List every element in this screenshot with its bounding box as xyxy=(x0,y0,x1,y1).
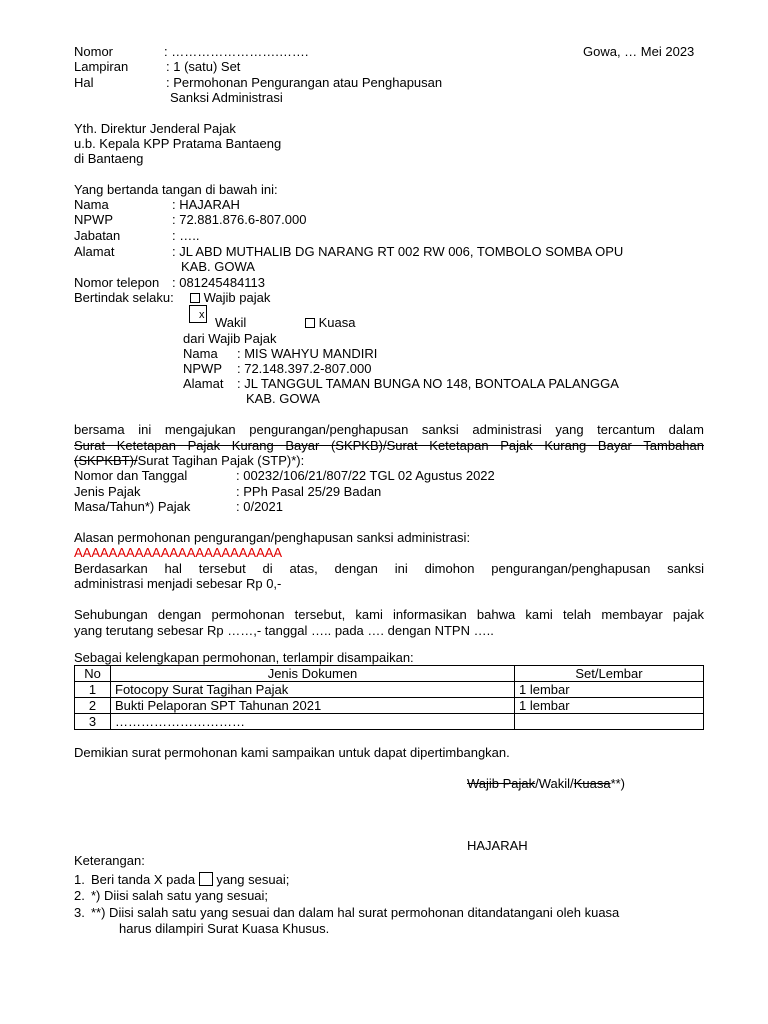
note-2-number: 2. xyxy=(74,888,85,903)
option-wajib-pajak-label: Wajib pajak xyxy=(203,290,271,305)
alasan-label: Alasan permohonan pengurangan/penghapusan sanksi administrasi: xyxy=(74,530,471,545)
closing-text: Demikian surat permohonan kami sampaikan untuk dapat dipertimbangkan. xyxy=(74,745,510,760)
lampiran-label: Lampiran xyxy=(74,59,129,74)
wp-alamat-label: Alamat xyxy=(183,376,224,391)
checkbox-icon[interactable] xyxy=(305,318,315,328)
hal-value-1: : Permohonan Pengurangan atau Penghapusan xyxy=(166,75,443,90)
table-row xyxy=(75,698,704,714)
note-3-line-2: harus dilampiri Surat Kuasa Khusus. xyxy=(119,921,330,936)
nama-label: Nama xyxy=(74,197,109,212)
recipient-line-1: Yth. Direktur Jenderal Pajak xyxy=(74,121,236,136)
header-no: No xyxy=(75,666,111,682)
dari-wajib-pajak: dari Wajib Pajak xyxy=(183,331,277,346)
note-3-number: 3. xyxy=(74,905,85,920)
wp-npwp-label: NPWP xyxy=(183,361,222,376)
notes-title: Keterangan: xyxy=(74,853,145,868)
option-kuasa[interactable] xyxy=(305,315,356,330)
nomor-label: Nomor xyxy=(74,44,114,59)
wp-nama-value: : MIS WAHYU MANDIRI xyxy=(237,346,378,361)
paragraph-3-line-1: Sehubungan dengan permohonan tersebut, kami informasikan bahwa kami telah membayar pajak xyxy=(74,607,704,622)
wp-npwp-value: : 72.148.397.2-807.000 xyxy=(237,361,372,376)
paragraph-2-line-2: administrasi menjadi sebesar Rp 0,- xyxy=(74,576,282,591)
alamat-value-1: : JL ABD MUTHALIB DG NARANG RT 002 RW 006, TOMBOLO SOMBA OPU xyxy=(172,244,624,259)
role-wakil: /Wakil/ xyxy=(535,776,574,791)
recipient-line-2: u.b. Kepala KPP Pratama Bantaeng xyxy=(74,136,282,151)
nomor-value: : …………………….……. xyxy=(164,44,309,59)
nomor-tanggal-label: Nomor dan Tanggal xyxy=(74,468,188,483)
nomor-tanggal-value: : 00232/106/21/807/22 TGL 02 Agustus 2022 xyxy=(236,468,495,483)
paragraph-1-line-1: bersama ini mengajukan pengurangan/penghapusan sanksi administrasi yang tercantum dalam xyxy=(74,422,704,437)
lampiran-value: : 1 (satu) Set xyxy=(166,59,241,74)
cell-jenis: Fotocopy Surat Tagihan Pajak xyxy=(111,682,515,698)
option-kuasa-label: Kuasa xyxy=(318,315,356,330)
note-1-text-a: Beri tanda X pada xyxy=(91,872,196,887)
checkbox-icon xyxy=(199,872,213,886)
option-wakil-label: Wakil xyxy=(215,315,247,330)
jenis-pajak-label: Jenis Pajak xyxy=(74,484,141,499)
telepon-value: : 081245484113 xyxy=(172,275,266,290)
alamat-label: Alamat xyxy=(74,244,115,259)
checkbox-icon[interactable] xyxy=(190,293,200,303)
cell-jenis: ………………………… xyxy=(111,714,515,730)
hal-label: Hal xyxy=(74,75,94,90)
signatory-role xyxy=(467,776,625,791)
npwp-label: NPWP xyxy=(74,212,113,227)
cell-no: 1 xyxy=(75,682,111,698)
nama-value: : HAJARAH xyxy=(172,197,240,212)
cell-no: 3 xyxy=(75,714,111,730)
paragraph-1-line-3 xyxy=(74,453,304,468)
hal-value-2: Sanksi Administrasi xyxy=(170,90,283,105)
cell-jenis: Bukti Pelaporan SPT Tahunan 2021 xyxy=(111,698,515,714)
recipient-line-3: di Bantaeng xyxy=(74,151,144,166)
note-1-number: 1. xyxy=(74,872,85,887)
role-note-mark: **) xyxy=(610,776,626,791)
table-row xyxy=(75,714,704,730)
telepon-label: Nomor telepon xyxy=(74,275,160,290)
skpkbt-struck: (SKPKBT)/ xyxy=(74,453,138,468)
option-wajib-pajak[interactable] xyxy=(190,290,270,305)
identity-intro: Yang bertanda tangan di bawah ini: xyxy=(74,182,278,197)
attachment-table xyxy=(74,665,704,730)
wp-nama-label: Nama xyxy=(183,346,218,361)
note-1-text-b: yang sesuai; xyxy=(216,872,290,887)
alamat-value-2: KAB. GOWA xyxy=(181,259,255,274)
npwp-value: : 72.881.876.6-807.000 xyxy=(172,212,307,227)
lampiran-intro: Sebagai kelengkapan permohonan, terlampir disampaikan: xyxy=(74,650,414,665)
signer-name: HAJARAH xyxy=(467,838,528,853)
wp-alamat-value-2: KAB. GOWA xyxy=(246,391,320,406)
wp-alamat-value-1: : JL TANGGUL TAMAN BUNGA NO 148, BONTOALA PALANGGA xyxy=(237,376,619,391)
cell-lembar: 1 lembar xyxy=(515,682,704,698)
check-mark: x xyxy=(199,309,205,321)
paragraph-3-line-2: yang terutang sebesar Rp ……,- tanggal ….. pada …. dengan NTPN ….. xyxy=(74,623,494,638)
note-1 xyxy=(91,872,289,887)
note-2: *) Diisi salah satu yang sesuai; xyxy=(91,888,269,903)
role-kuasa-struck: Kuasa xyxy=(573,776,611,791)
jenis-pajak-value: : PPh Pasal 25/29 Badan xyxy=(236,484,382,499)
header-jenis-dokumen: Jenis Dokumen xyxy=(111,666,515,682)
header-set-lembar: Set/Lembar xyxy=(515,666,704,682)
jabatan-label: Jabatan xyxy=(74,228,121,243)
bertindak-label: Bertindak selaku: xyxy=(74,290,174,305)
role-wajib-pajak-struck: Wajib Pajak xyxy=(467,776,536,791)
masa-label: Masa/Tahun*) Pajak xyxy=(74,499,191,514)
table-header-row xyxy=(75,666,704,682)
paragraph-2-line-1: Berdasarkan hal tersebut di atas, dengan ini dimohon pengurangan/penghapusan sanksi xyxy=(74,561,704,576)
jabatan-value: : ….. xyxy=(172,228,200,243)
cell-lembar xyxy=(515,714,704,730)
masa-value: : 0/2021 xyxy=(236,499,283,514)
place-date: Gowa, … Mei 2023 xyxy=(583,44,695,59)
cell-lembar: 1 lembar xyxy=(515,698,704,714)
note-3-line-1: **) Diisi salah satu yang sesuai dan dalam hal surat permohonan ditandatangani oleh kuasa xyxy=(91,905,620,920)
checkbox-checked-icon[interactable] xyxy=(189,305,207,323)
stp-text: Surat Tagihan Pajak (STP)*): xyxy=(137,453,305,468)
paragraph-1-line-2: Surat Ketetapan Pajak Kurang Bayar (SKPKB)/Surat Ketetapan Pajak Kurang Bayar Tambahan xyxy=(74,438,704,453)
alasan-value: AAAAAAAAAAAAAAAAAAAAAAAA xyxy=(74,545,283,560)
table-row xyxy=(75,682,704,698)
cell-no: 2 xyxy=(75,698,111,714)
